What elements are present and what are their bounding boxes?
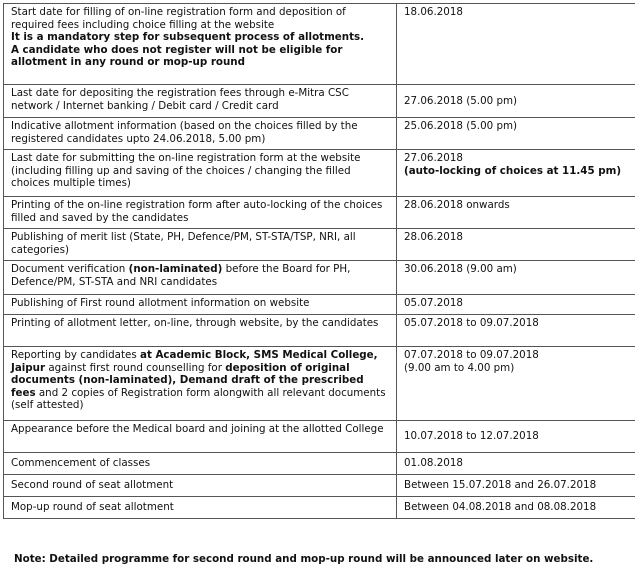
event-cell <box>4 421 397 453</box>
date-cell <box>397 118 635 150</box>
event-text: and 2 copies of Registration form alongwith all relevant documents (self attested) <box>11 386 386 412</box>
event-text: Reporting by candidates <box>11 349 137 361</box>
event-text: Printing of the on-line registration form after auto-locking of the choices filled and saved by the candidates <box>11 199 383 224</box>
event-cell <box>4 315 397 347</box>
event-cell <box>4 85 397 118</box>
event-text: Last date for depositing the registration fees through e-Mitra CSC network / Internet banking / Debit card / Credit card <box>11 87 349 112</box>
date-text: 10.07.2018 to 12.07.2018 <box>404 430 539 443</box>
date-text: Between 15.07.2018 and 26.07.2018 <box>404 479 597 492</box>
event-cell <box>4 118 397 150</box>
date-cell <box>397 85 635 118</box>
table-row <box>4 4 635 85</box>
date-cell <box>397 475 635 497</box>
event-text-bold: at Academic Block, SMS Medical College, Jaipur <box>11 349 378 374</box>
table-row <box>4 421 635 453</box>
table-row <box>4 497 635 519</box>
event-cell <box>4 497 397 519</box>
schedule-table <box>3 3 635 519</box>
date-cell <box>397 229 635 261</box>
date-cell <box>397 421 635 453</box>
event-cell <box>4 261 397 295</box>
event-text: Printing of allotment letter, on-line, through website, by the candidates <box>11 317 379 329</box>
event-cell <box>4 229 397 261</box>
event-text: Commencement of classes <box>11 457 151 470</box>
date-cell <box>397 453 635 475</box>
event-text: Publishing of merit list (State, PH, Defence/PM, ST-STA/TSP, NRI, all categories) <box>11 231 356 256</box>
event-text-bold: (non-laminated) <box>128 263 223 275</box>
table-row <box>4 315 635 347</box>
table-row <box>4 475 635 497</box>
date-text: 28.06.2018 <box>404 231 463 243</box>
date-cell <box>397 315 635 347</box>
footnote: Note: Detailed programme for second round and mop-up round will be announced later on website. <box>14 553 594 565</box>
table-row <box>4 118 635 150</box>
event-text: Appearance before the Medical board and joining at the allotted College <box>11 423 384 435</box>
table-row <box>4 261 635 295</box>
date-cell <box>397 261 635 295</box>
event-text: against first round counselling for <box>48 361 222 374</box>
event-text: Second round of seat allotment <box>11 479 174 492</box>
event-text: Document verification <box>11 263 126 275</box>
date-text: 30.06.2018 (9.00 am) <box>404 263 517 275</box>
auto-lock-note: (auto-locking of choices at 11.45 pm) <box>404 164 622 177</box>
date-cell <box>397 347 635 421</box>
date-text: 07.07.2018 to 09.07.2018 <box>404 349 539 361</box>
table-row <box>4 453 635 475</box>
event-cell <box>4 4 397 85</box>
table-row <box>4 85 635 118</box>
table-row <box>4 197 635 229</box>
date-text: 18.06.2018 <box>404 6 463 18</box>
date-text: 05.07.2018 <box>404 297 463 309</box>
date-text: 25.06.2018 (5.00 pm) <box>404 120 518 132</box>
date-text: 27.06.2018 <box>404 152 463 164</box>
event-cell <box>4 347 397 421</box>
event-cell <box>4 197 397 229</box>
event-cell <box>4 453 397 475</box>
event-cell <box>4 295 397 315</box>
date-text: Between 04.08.2018 and 08.08.2018 <box>404 501 597 514</box>
date-cell <box>397 4 635 85</box>
event-text: Last date for submitting the on-line registration form at the website (including filling up and saving of the choices / changing the filled choices multiple times) <box>11 152 361 190</box>
table-row <box>4 347 635 421</box>
time-text: (9.00 am to 4.00 pm) <box>404 361 515 374</box>
table-row <box>4 295 635 315</box>
event-text: Publishing of First round allotment information on website <box>11 297 310 309</box>
table-row <box>4 229 635 261</box>
date-cell <box>397 497 635 519</box>
date-cell <box>397 197 635 229</box>
event-text-bold: deposition of original documents (non-laminated), Demand draft of the prescribed fees <box>11 361 364 399</box>
table-row <box>4 150 635 197</box>
event-text: Indicative allotment information (based on the choices filled by the registered candidates upto 24.06.2018, 5.00 pm) <box>11 120 358 145</box>
date-text: 05.07.2018 to 09.07.2018 <box>404 317 539 329</box>
event-text: Mop-up round of seat allotment <box>11 501 174 514</box>
event-cell <box>4 150 397 197</box>
date-text: 27.06.2018 (5.00 pm) <box>404 94 518 107</box>
date-cell <box>397 150 635 197</box>
event-cell <box>4 475 397 497</box>
mandatory-note: It is a mandatory step for subsequent process of allotments. <box>11 31 365 44</box>
event-text: Start date for filling of on-line registration form and deposition of required fees including choice filling at the website <box>11 6 346 31</box>
date-text: 28.06.2018 onwards <box>404 199 510 211</box>
date-cell <box>397 295 635 315</box>
eligibility-warning: A candidate who does not register will not be eligible for allotment in any round or mop-up round <box>11 43 343 69</box>
date-text: 01.08.2018 <box>404 457 463 470</box>
event-text: before the Board for PH, Defence/PM, ST-STA and NRI candidates <box>11 263 351 288</box>
